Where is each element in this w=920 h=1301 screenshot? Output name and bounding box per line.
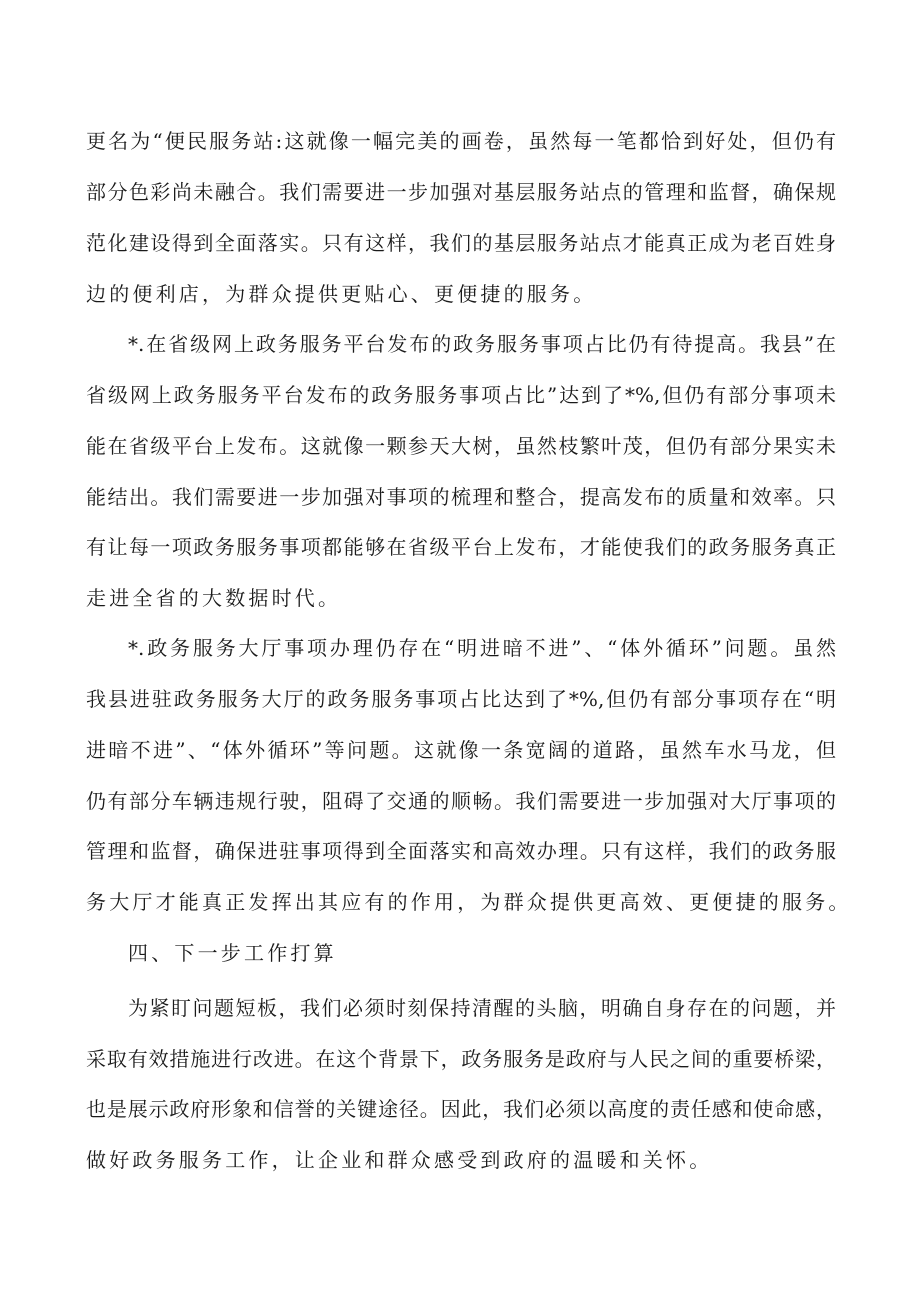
text-line: 有让每一项政务服务事项都能够在省级平台上发布，才能使我们的政务服务真正	[86, 535, 836, 559]
text-line: 为紧盯问题短板，我们必须时刻保持清醒的头脑，明确自身存在的问题，并	[128, 996, 836, 1020]
text-line: *.政务服务大厅事项办理仍存在“明进暗不进”、“体外循环”问题。虽然	[128, 636, 836, 660]
text-line: 能在省级平台上发布。这就像一颗参天大树，虽然枝繁叶茂，但仍有部分果实未	[86, 434, 836, 458]
text-line: 管理和监督，确保进驻事项得到全面落实和高效办理。只有这样，我们的政务服	[86, 839, 836, 863]
text-line: 走进全省的大数据时代。	[86, 586, 342, 610]
text-line: 省级网上政务服务平台发布的政务服务事项占比”达到了*%,但仍有部分事项未	[86, 383, 836, 407]
text-line: 务大厅才能真正发挥出其应有的作用，为群众提供更高效、更便捷的服务。	[86, 890, 852, 914]
heading-text: 四、下一步工作打算	[128, 941, 337, 965]
text-line: 仍有部分车辆违规行驶，阻碍了交通的顺畅。我们需要进一步加强对大厅事项的	[86, 789, 836, 813]
text-line: 范化建设得到全面落实。只有这样，我们的基层服务站点才能真正成为老百姓身	[86, 231, 836, 255]
text-line: 我县进驻政务服务大厅的政务服务事项占比达到了*%,但仍有部分事项存在“明	[86, 687, 836, 711]
text-line: 更名为“便民服务站:这就像一幅完美的画卷，虽然每一笔都恰到好处，但仍有	[86, 129, 836, 153]
text-line: 部分色彩尚未融合。我们需要进一步加强对基层服务站点的管理和监督，确保规	[86, 180, 836, 204]
text-line: 也是展示政府形象和信誉的关键途径。因此，我们必须以高度的责任感和使命感，	[86, 1097, 836, 1121]
text-line: 做好政务服务工作，让企业和群众感受到政府的温暖和关怀。	[86, 1148, 713, 1172]
text-line: 边的便利店，为群众提供更贴心、更便捷的服务。	[86, 282, 597, 306]
text-line: 进暗不进”、“体外循环”等问题。这就像一条宽阔的道路，虽然车水马龙，但	[86, 738, 836, 762]
text-line: *.在省级网上政务服务平台发布的政务服务事项占比仍有待提高。我县”在	[128, 332, 836, 356]
text-line: 采取有效措施进行改进。在这个背景下，政务服务是政府与人民之间的重要桥梁，	[86, 1047, 836, 1071]
text-line: 能结出。我们需要进一步加强对事项的梳理和整合，提高发布的质量和效率。只	[86, 485, 836, 509]
